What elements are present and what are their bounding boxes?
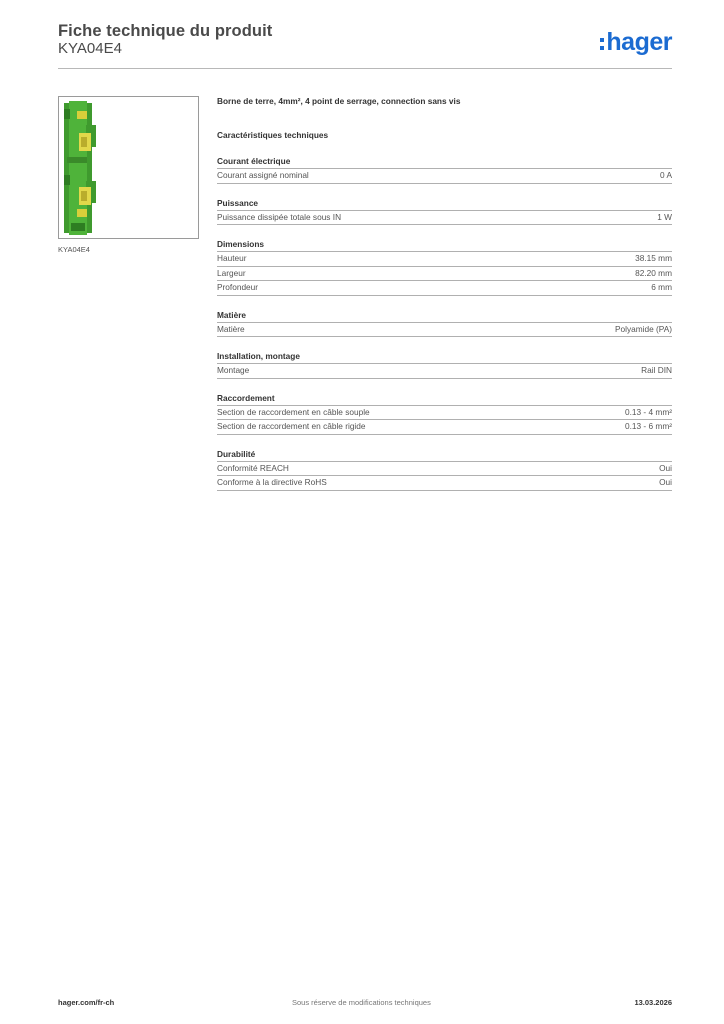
spec-row bbox=[217, 267, 672, 282]
spec-row bbox=[217, 252, 672, 267]
section-title: Courant électrique bbox=[217, 156, 672, 169]
footer-disclaimer: Sous réserve de modifications techniques bbox=[292, 998, 431, 1007]
spec-section bbox=[217, 239, 672, 296]
spec-value: Oui bbox=[659, 477, 672, 487]
footer-website-link[interactable]: hager.com/fr-ch bbox=[58, 998, 115, 1007]
spec-row bbox=[217, 406, 672, 421]
spec-label: Conforme à la directive RoHS bbox=[217, 477, 327, 487]
section-title: Durabilité bbox=[217, 449, 672, 462]
spec-value: 1 W bbox=[657, 211, 672, 222]
logo-text: hager bbox=[606, 27, 672, 56]
spec-row bbox=[217, 420, 672, 435]
characteristics-sections bbox=[217, 156, 672, 491]
spec-row bbox=[217, 323, 672, 338]
spec-label: Hauteur bbox=[217, 253, 247, 263]
spec-label: Conformité REACH bbox=[217, 462, 289, 473]
spec-row bbox=[217, 211, 672, 226]
spec-label: Section de raccordement en câble rigide bbox=[217, 421, 366, 431]
spec-value: 38.15 mm bbox=[635, 253, 672, 263]
spec-row bbox=[217, 364, 672, 379]
spec-label: Montage bbox=[217, 365, 250, 375]
characteristics-title: Caractéristiques techniques bbox=[217, 130, 329, 140]
product-description: Borne de terre, 4mm², 4 point de serrage, connection sans vis bbox=[217, 96, 461, 106]
product-image bbox=[58, 96, 199, 239]
footer-date: 13.03.2026 bbox=[634, 998, 672, 1007]
spec-row bbox=[217, 169, 672, 184]
spec-value: 0 A bbox=[660, 170, 672, 180]
spec-section bbox=[217, 156, 672, 184]
spec-row bbox=[217, 462, 672, 477]
hager-logo[interactable] bbox=[600, 28, 672, 56]
spec-section bbox=[217, 310, 672, 338]
product-code: KYA04E4 bbox=[58, 40, 122, 57]
spec-value: 82.20 mm bbox=[635, 267, 672, 278]
spec-label: Largeur bbox=[217, 267, 246, 278]
spec-section bbox=[217, 351, 672, 379]
spec-row bbox=[217, 281, 672, 296]
spec-value: Oui bbox=[659, 462, 672, 473]
section-title: Installation, montage bbox=[217, 351, 672, 364]
page-header bbox=[58, 22, 672, 69]
spec-label: Puissance dissipée totale sous IN bbox=[217, 211, 342, 222]
spec-value: 0.13 - 6 mm² bbox=[624, 421, 672, 431]
spec-label: Courant assigné nominal bbox=[217, 170, 309, 180]
terminal-block-photo bbox=[59, 97, 198, 238]
section-title: Raccordement bbox=[217, 393, 672, 406]
spec-section bbox=[217, 449, 672, 491]
section-title: Matière bbox=[217, 310, 672, 323]
spec-value: 0.13 - 4 mm² bbox=[624, 406, 672, 417]
document-title: Fiche technique du produit bbox=[58, 22, 273, 40]
section-title: Dimensions bbox=[217, 239, 672, 252]
section-title: Puissance bbox=[217, 198, 672, 211]
spec-label: Section de raccordement en câble souple bbox=[217, 406, 370, 417]
logo-colon-icon bbox=[600, 34, 604, 54]
image-caption: KYA04E4 bbox=[58, 245, 90, 254]
spec-section bbox=[217, 393, 672, 435]
product-details bbox=[217, 96, 672, 491]
spec-value: Polyamide (PA) bbox=[614, 323, 672, 334]
spec-section bbox=[217, 198, 672, 226]
spec-value: 6 mm bbox=[651, 282, 672, 292]
spec-value: Rail DIN bbox=[641, 365, 672, 375]
spec-row bbox=[217, 476, 672, 491]
spec-label: Matière bbox=[217, 323, 245, 334]
spec-label: Profondeur bbox=[217, 282, 259, 292]
